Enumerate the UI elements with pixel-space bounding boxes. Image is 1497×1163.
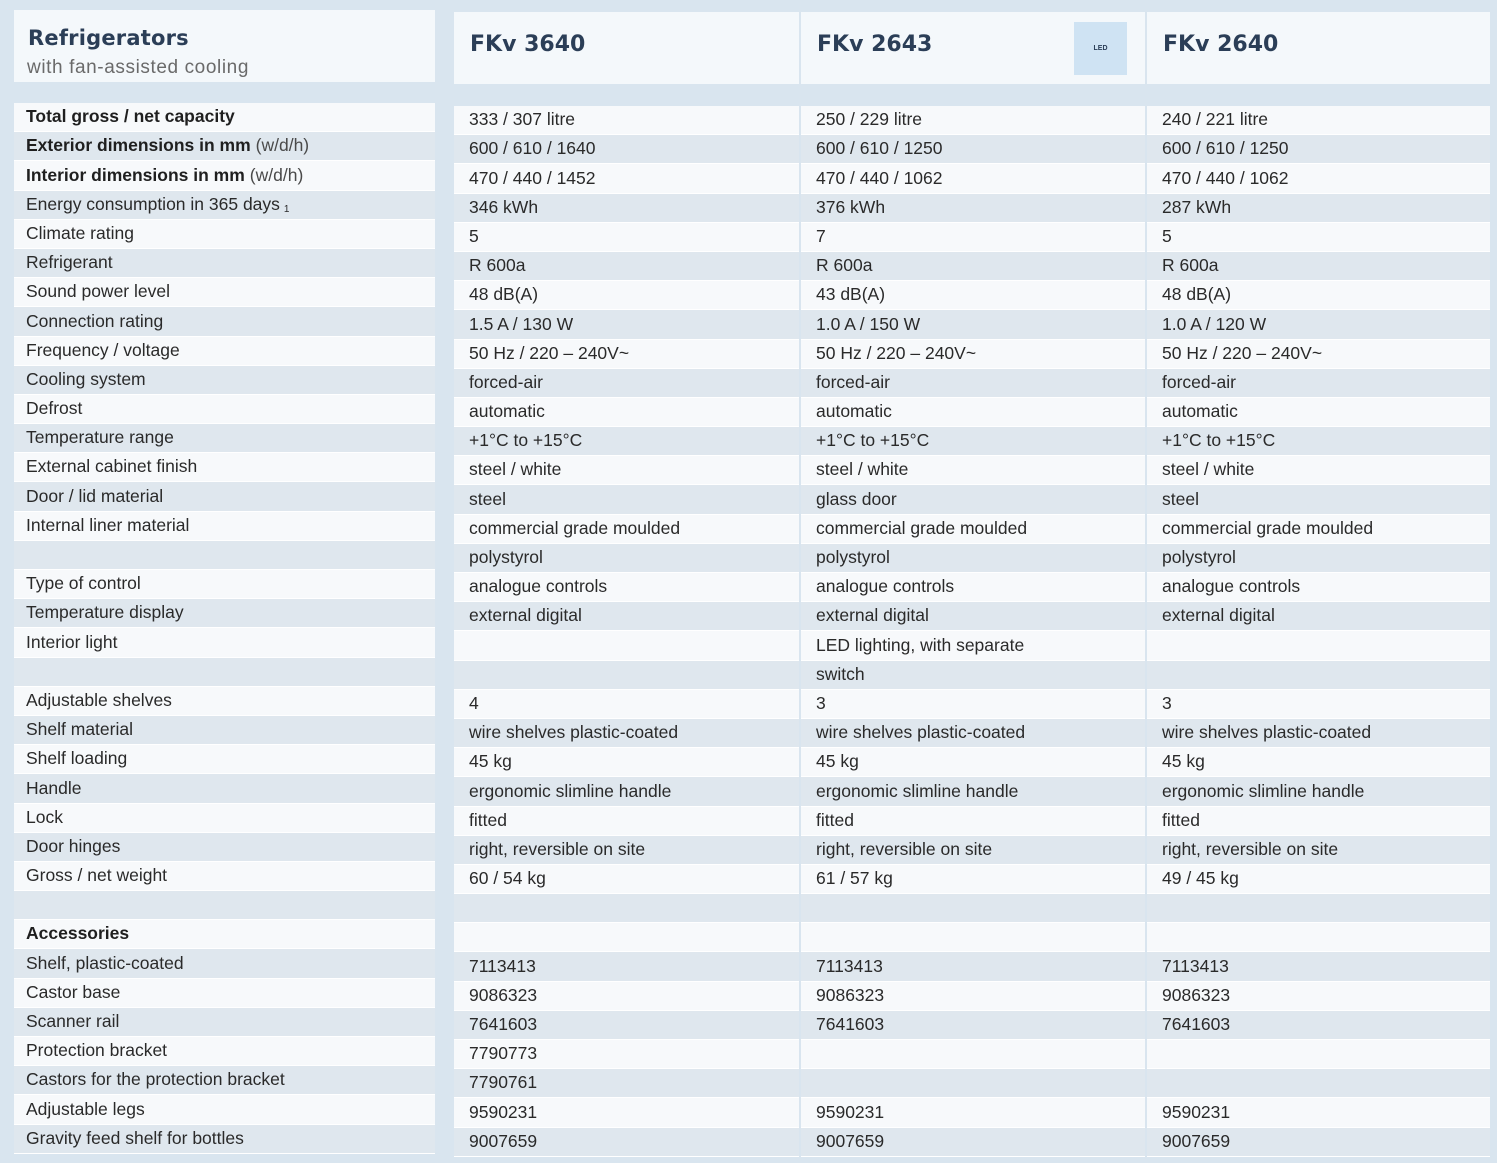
spec-value: 7790773 xyxy=(469,1043,538,1064)
spec-value: glass door xyxy=(816,488,897,509)
spec-label-row xyxy=(14,453,435,482)
spec-value-cell xyxy=(454,748,799,777)
spec-label-row xyxy=(14,103,435,132)
spec-label: Climate rating xyxy=(26,222,134,243)
spec-value-cell xyxy=(801,515,1145,544)
spec-value-cell xyxy=(801,865,1145,894)
spec-values-column-2 xyxy=(801,106,1145,1157)
spec-value-cell xyxy=(801,485,1145,514)
spec-value-cell xyxy=(801,952,1145,981)
spec-value-cell xyxy=(801,1098,1145,1127)
spec-value-cell xyxy=(801,807,1145,836)
spec-value-cell xyxy=(801,135,1145,164)
spec-value-cell xyxy=(454,1098,799,1127)
spec-value: 333 / 307 litre xyxy=(469,109,576,130)
spec-value: external digital xyxy=(816,605,929,626)
spec-value: steel xyxy=(469,488,506,509)
spec-value: external digital xyxy=(1162,605,1275,626)
spec-value: 7641603 xyxy=(816,1014,885,1034)
model-header-1 xyxy=(454,12,799,84)
spec-value-cell xyxy=(1147,485,1490,514)
spec-value: 9086323 xyxy=(1162,984,1231,1005)
spec-label: Shelf loading xyxy=(26,748,128,769)
spec-value: steel / white xyxy=(1162,459,1255,480)
spec-label-row xyxy=(14,424,435,453)
spec-value-cell xyxy=(1147,573,1490,602)
spec-label: Defrost xyxy=(26,398,83,419)
spec-value-cell xyxy=(454,690,799,719)
spec-value: 600 / 610 / 1250 xyxy=(816,138,943,159)
spec-value: steel / white xyxy=(469,459,562,480)
spec-value-cell xyxy=(801,223,1145,252)
spec-label-row xyxy=(14,628,435,657)
spec-value: automatic xyxy=(816,401,892,422)
spec-value-cell xyxy=(801,544,1145,573)
spec-value: 50 Hz / 220 – 240V~ xyxy=(469,342,630,363)
spec-value: steel / white xyxy=(816,459,909,480)
spec-value: LED lighting, with separate xyxy=(816,634,1025,655)
spec-value-cell xyxy=(454,194,799,223)
model-header-2 xyxy=(801,12,1145,84)
spec-label-row xyxy=(14,132,435,161)
spec-value: R 600a xyxy=(1162,255,1219,276)
spec-value-cell xyxy=(1147,836,1490,865)
spec-value-cell xyxy=(1147,427,1490,456)
spec-label: Temperature display xyxy=(26,602,184,623)
spec-value: 50 Hz / 220 – 240V~ xyxy=(816,342,977,363)
spec-value-cell xyxy=(801,777,1145,806)
spec-value: wire shelves plastic-coated xyxy=(816,722,1026,743)
spec-label-row xyxy=(14,1008,435,1037)
spec-label-row xyxy=(14,599,435,628)
spec-value-cell xyxy=(1147,106,1490,135)
spec-value-cell xyxy=(801,836,1145,865)
spec-value: 45 kg xyxy=(816,751,859,772)
spec-value-cell xyxy=(1147,1128,1490,1157)
spec-value: 346 kWh xyxy=(469,196,539,217)
spec-value-cell xyxy=(1147,194,1490,223)
spec-value: right, reversible on site xyxy=(816,838,993,859)
spec-value-cell xyxy=(801,281,1145,310)
spec-value-cell xyxy=(801,690,1145,719)
spec-value: 45 kg xyxy=(1162,751,1205,772)
spec-value: +1°C to +15°C xyxy=(469,430,583,451)
spec-label: Castors for the protection bracket xyxy=(26,1069,285,1090)
spec-value-cell xyxy=(454,982,799,1011)
model-header-3 xyxy=(1147,12,1490,84)
spec-value-cell xyxy=(801,252,1145,281)
spec-value-cell xyxy=(1147,952,1490,981)
spec-label-row xyxy=(14,541,435,570)
spec-label: Adjustable shelves xyxy=(26,689,172,710)
spec-value: 287 kWh xyxy=(1162,196,1232,217)
spec-value: R 600a xyxy=(469,255,526,276)
model-name: FKv 3640 xyxy=(470,32,586,57)
spec-value: 250 / 229 litre xyxy=(816,109,923,130)
spec-label: Total gross / net capacity xyxy=(26,106,235,127)
spec-value: ergonomic slimline handle xyxy=(1162,780,1365,801)
spec-value: fitted xyxy=(469,809,507,830)
spec-value: 470 / 440 / 1062 xyxy=(1162,167,1289,188)
spec-value-cell xyxy=(454,135,799,164)
spec-label-row xyxy=(14,716,435,745)
table-subtitle: with fan-assisted cooling xyxy=(27,57,249,78)
spec-label: Castor base xyxy=(26,981,121,1002)
spec-value: 7113413 xyxy=(816,955,883,976)
spec-value: 48 dB(A) xyxy=(1162,284,1232,305)
spec-label-row xyxy=(14,891,435,920)
spec-label-row xyxy=(14,1125,435,1154)
led-badge-icon: LED xyxy=(1074,22,1127,75)
spec-value-cell xyxy=(454,456,799,485)
spec-value: wire shelves plastic-coated xyxy=(469,722,679,743)
spec-value: commercial grade moulded xyxy=(816,517,1028,538)
spec-label: Adjustable legs xyxy=(26,1098,145,1119)
spec-label: Cooling system xyxy=(26,368,146,389)
spec-label: Accessories xyxy=(26,923,130,944)
spec-values-column-3 xyxy=(1147,106,1490,1157)
spec-value: 470 / 440 / 1452 xyxy=(469,167,596,188)
spec-value-cell xyxy=(454,106,799,135)
spec-label-row xyxy=(14,774,435,803)
spec-value-cell xyxy=(1147,982,1490,1011)
spec-value-cell xyxy=(801,894,1145,923)
spec-value-cell xyxy=(1147,310,1490,339)
spec-value-cell xyxy=(801,164,1145,193)
spec-label-row xyxy=(14,920,435,949)
spec-value-cell xyxy=(1147,865,1490,894)
spec-value-cell xyxy=(801,748,1145,777)
spec-value: 7790761 xyxy=(469,1072,538,1093)
spec-label-row xyxy=(14,687,435,716)
spec-value: 9007659 xyxy=(816,1130,885,1151)
spec-value: ergonomic slimline handle xyxy=(816,780,1019,801)
spec-value-cell xyxy=(454,719,799,748)
spec-label: Sound power level xyxy=(26,281,170,302)
spec-value-cell xyxy=(454,777,799,806)
spec-label: Type of control xyxy=(26,573,141,594)
spec-label-row xyxy=(14,833,435,862)
spec-value-cell xyxy=(1147,281,1490,310)
spec-value-cell xyxy=(1147,1011,1490,1040)
spec-value-cell xyxy=(801,923,1145,952)
spec-label-row xyxy=(14,570,435,599)
spec-value-cell xyxy=(1147,807,1490,836)
spec-value: right, reversible on site xyxy=(469,838,646,859)
spec-value: R 600a xyxy=(816,255,873,276)
spec-value: 5 xyxy=(1162,225,1172,246)
spec-value: 9007659 xyxy=(1162,1130,1231,1151)
spec-label: Door / lid material xyxy=(26,485,164,506)
spec-value: polystyrol xyxy=(469,547,543,567)
spec-value-cell xyxy=(454,631,799,660)
spec-value: forced-air xyxy=(1162,371,1236,392)
spec-value-cell xyxy=(454,573,799,602)
spec-label: Energy consumption in 365 days xyxy=(26,193,280,214)
spec-value: 7 xyxy=(816,225,826,246)
spec-value-cell xyxy=(801,427,1145,456)
spec-label: Frequency / voltage xyxy=(26,339,180,360)
spec-value: 600 / 610 / 1640 xyxy=(469,138,596,159)
spec-label: Interior light xyxy=(26,631,118,652)
spec-value-cell xyxy=(454,1128,799,1157)
spec-value-cell xyxy=(454,1011,799,1040)
spec-value: analogue controls xyxy=(816,576,955,597)
spec-value-cell xyxy=(1147,340,1490,369)
spec-value-cell xyxy=(1147,923,1490,952)
spec-value-cell xyxy=(454,865,799,894)
spec-value: 60 / 54 kg xyxy=(469,868,546,889)
spec-value-cell xyxy=(1147,515,1490,544)
spec-value-cell xyxy=(801,369,1145,398)
spec-label-row xyxy=(14,161,435,190)
spec-label-unit: (w/d/h) xyxy=(255,135,310,156)
spec-value: forced-air xyxy=(469,371,543,392)
spec-value: 49 / 45 kg xyxy=(1162,868,1239,889)
spec-value: fitted xyxy=(1162,809,1200,830)
spec-value: 7641603 xyxy=(469,1014,538,1034)
spec-value-cell xyxy=(454,923,799,952)
spec-label-row xyxy=(14,1037,435,1066)
spec-value-cell xyxy=(1147,164,1490,193)
spec-value-cell xyxy=(454,485,799,514)
spec-value: 376 kWh xyxy=(816,196,886,217)
spec-value: 9590231 xyxy=(1162,1101,1231,1122)
spec-value-cell xyxy=(1147,456,1490,485)
spec-value-cell xyxy=(801,631,1145,660)
spec-value-cell xyxy=(1147,223,1490,252)
spec-value-cell xyxy=(1147,602,1490,631)
spec-value-cell xyxy=(801,982,1145,1011)
spec-value: external digital xyxy=(469,605,582,626)
spec-value: commercial grade moulded xyxy=(469,517,681,538)
spec-value: 9007659 xyxy=(469,1130,538,1151)
spec-label: Shelf material xyxy=(26,719,133,740)
spec-label: Shelf, plastic-coated xyxy=(26,952,184,973)
spec-label-row xyxy=(14,395,435,424)
spec-value: 1.0 A / 120 W xyxy=(1162,313,1267,334)
spec-value-cell xyxy=(801,1069,1145,1098)
spec-value-cell xyxy=(1147,748,1490,777)
model-name: FKv 2643 xyxy=(817,32,933,57)
table-title: Refrigerators xyxy=(28,26,189,50)
spec-label-row xyxy=(14,1095,435,1124)
spec-value-cell xyxy=(454,952,799,981)
spec-value-cell xyxy=(454,398,799,427)
spec-value: 7113413 xyxy=(1162,955,1229,976)
spec-label-row xyxy=(14,337,435,366)
spec-value-cell xyxy=(1147,135,1490,164)
spec-value-cell xyxy=(454,427,799,456)
spec-label: Interior dimensions in mm xyxy=(26,164,245,185)
spec-value-cell xyxy=(454,515,799,544)
spec-value-cell xyxy=(454,1040,799,1069)
spec-value-cell xyxy=(801,340,1145,369)
spec-value: polystyrol xyxy=(1162,547,1236,567)
spec-value-cell xyxy=(801,573,1145,602)
spec-value-cell xyxy=(454,281,799,310)
spec-value: forced-air xyxy=(816,371,890,392)
spec-label: Gravity feed shelf for bottles xyxy=(26,1127,244,1148)
spec-value: polystyrol xyxy=(816,547,890,567)
spec-value-cell xyxy=(801,719,1145,748)
spec-value-cell xyxy=(1147,661,1490,690)
spec-value: 1.5 A / 130 W xyxy=(469,313,574,334)
spec-value-cell xyxy=(454,661,799,690)
spec-value: 600 / 610 / 1250 xyxy=(1162,138,1289,159)
table-title-block xyxy=(14,10,435,82)
spec-value: right, reversible on site xyxy=(1162,838,1339,859)
spec-value-cell xyxy=(801,1128,1145,1157)
spec-value-cell xyxy=(1147,1069,1490,1098)
spec-value: 470 / 440 / 1062 xyxy=(816,167,943,188)
spec-value: 7641603 xyxy=(1162,1014,1231,1034)
spec-value-cell xyxy=(801,398,1145,427)
spec-value-cell xyxy=(454,602,799,631)
spec-value-cell xyxy=(801,456,1145,485)
spec-value-cell xyxy=(801,310,1145,339)
spec-label-row xyxy=(14,658,435,687)
spec-label-row xyxy=(14,949,435,978)
spec-value-cell xyxy=(1147,544,1490,573)
spec-label: Handle xyxy=(26,777,82,798)
spec-value: +1°C to +15°C xyxy=(816,430,930,451)
spec-value: 7113413 xyxy=(469,955,536,976)
spec-value-cell xyxy=(1147,719,1490,748)
spec-value-cell xyxy=(454,164,799,193)
spec-value-cell xyxy=(454,836,799,865)
spec-label-row xyxy=(14,1066,435,1095)
spec-value-cell xyxy=(454,310,799,339)
spec-value: analogue controls xyxy=(469,576,608,597)
spec-label-row xyxy=(14,278,435,307)
spec-label: Scanner rail xyxy=(26,1011,120,1031)
spec-value: 4 xyxy=(469,692,479,713)
spec-label: Connection rating xyxy=(26,310,164,331)
spec-values-column-1 xyxy=(454,106,799,1157)
spec-value: ergonomic slimline handle xyxy=(469,780,672,801)
spec-value: automatic xyxy=(469,401,545,422)
spec-value: 1.0 A / 150 W xyxy=(816,313,921,334)
spec-label: Temperature range xyxy=(26,427,174,448)
spec-value: 9590231 xyxy=(469,1101,538,1122)
spec-value: analogue controls xyxy=(1162,576,1301,597)
spec-value: 5 xyxy=(469,225,479,246)
spec-value-cell xyxy=(1147,894,1490,923)
footnote-marker: 1 xyxy=(283,203,290,215)
spec-label: Exterior dimensions in mm xyxy=(26,135,251,156)
spec-value-cell xyxy=(801,194,1145,223)
spec-value: 45 kg xyxy=(469,751,512,772)
spec-value: 50 Hz / 220 – 240V~ xyxy=(1162,342,1323,363)
spec-value-cell xyxy=(1147,690,1490,719)
spec-value-cell xyxy=(454,340,799,369)
spec-label-row xyxy=(14,745,435,774)
spec-value: automatic xyxy=(1162,401,1238,422)
spec-label-row xyxy=(14,366,435,395)
spec-label: Protection bracket xyxy=(26,1040,168,1061)
spec-value: 3 xyxy=(816,692,826,713)
spec-label-row xyxy=(14,862,435,891)
spec-value: commercial grade moulded xyxy=(1162,517,1374,538)
spec-value: 9086323 xyxy=(816,984,885,1005)
spec-label-column xyxy=(14,103,435,1154)
spec-value-cell xyxy=(454,369,799,398)
spec-value: 3 xyxy=(1162,692,1172,713)
spec-label: Gross / net weight xyxy=(26,865,168,886)
spec-value: +1°C to +15°C xyxy=(1162,430,1276,451)
spec-value: switch xyxy=(816,663,865,684)
spec-label-row xyxy=(14,482,435,511)
spec-value-cell xyxy=(454,1069,799,1098)
spec-label: Refrigerant xyxy=(26,252,113,273)
spec-value-cell xyxy=(454,807,799,836)
spec-value: fitted xyxy=(816,809,854,830)
spec-value-cell xyxy=(1147,252,1490,281)
model-name: FKv 2640 xyxy=(1163,32,1279,57)
spec-label-row xyxy=(14,220,435,249)
spec-value: 240 / 221 litre xyxy=(1162,109,1269,130)
spec-value-cell xyxy=(1147,631,1490,660)
spec-value: wire shelves plastic-coated xyxy=(1162,722,1372,743)
spec-value-cell xyxy=(801,661,1145,690)
spec-value-cell xyxy=(1147,1040,1490,1069)
spec-value: steel xyxy=(1162,488,1199,509)
spec-value-cell xyxy=(1147,1098,1490,1127)
spec-value: 9086323 xyxy=(469,984,538,1005)
spec-value-cell xyxy=(454,252,799,281)
spec-label: External cabinet finish xyxy=(26,456,198,477)
spec-label-row xyxy=(14,307,435,336)
spec-value-cell xyxy=(1147,369,1490,398)
spec-value: 48 dB(A) xyxy=(469,284,539,305)
spec-label-row xyxy=(14,191,435,220)
spec-value-cell xyxy=(801,602,1145,631)
spec-label: Lock xyxy=(26,806,63,827)
spec-value-cell xyxy=(454,223,799,252)
spec-value: 61 / 57 kg xyxy=(816,868,893,889)
spec-value-cell xyxy=(454,894,799,923)
spec-value-cell xyxy=(1147,398,1490,427)
spec-value: 43 dB(A) xyxy=(816,284,886,305)
spec-label-unit: (w/d/h) xyxy=(249,164,304,185)
spec-label-row xyxy=(14,804,435,833)
spec-value-cell xyxy=(801,1011,1145,1040)
spec-value-cell xyxy=(1147,777,1490,806)
spec-label-row xyxy=(14,979,435,1008)
spec-value-cell xyxy=(801,1040,1145,1069)
spec-label-row xyxy=(14,249,435,278)
spec-value-cell xyxy=(801,106,1145,135)
spec-value-cell xyxy=(454,544,799,573)
spec-label: Door hinges xyxy=(26,835,121,856)
spec-label: Internal liner material xyxy=(26,514,190,535)
spec-label-row xyxy=(14,512,435,541)
spec-value: 9590231 xyxy=(816,1101,885,1122)
